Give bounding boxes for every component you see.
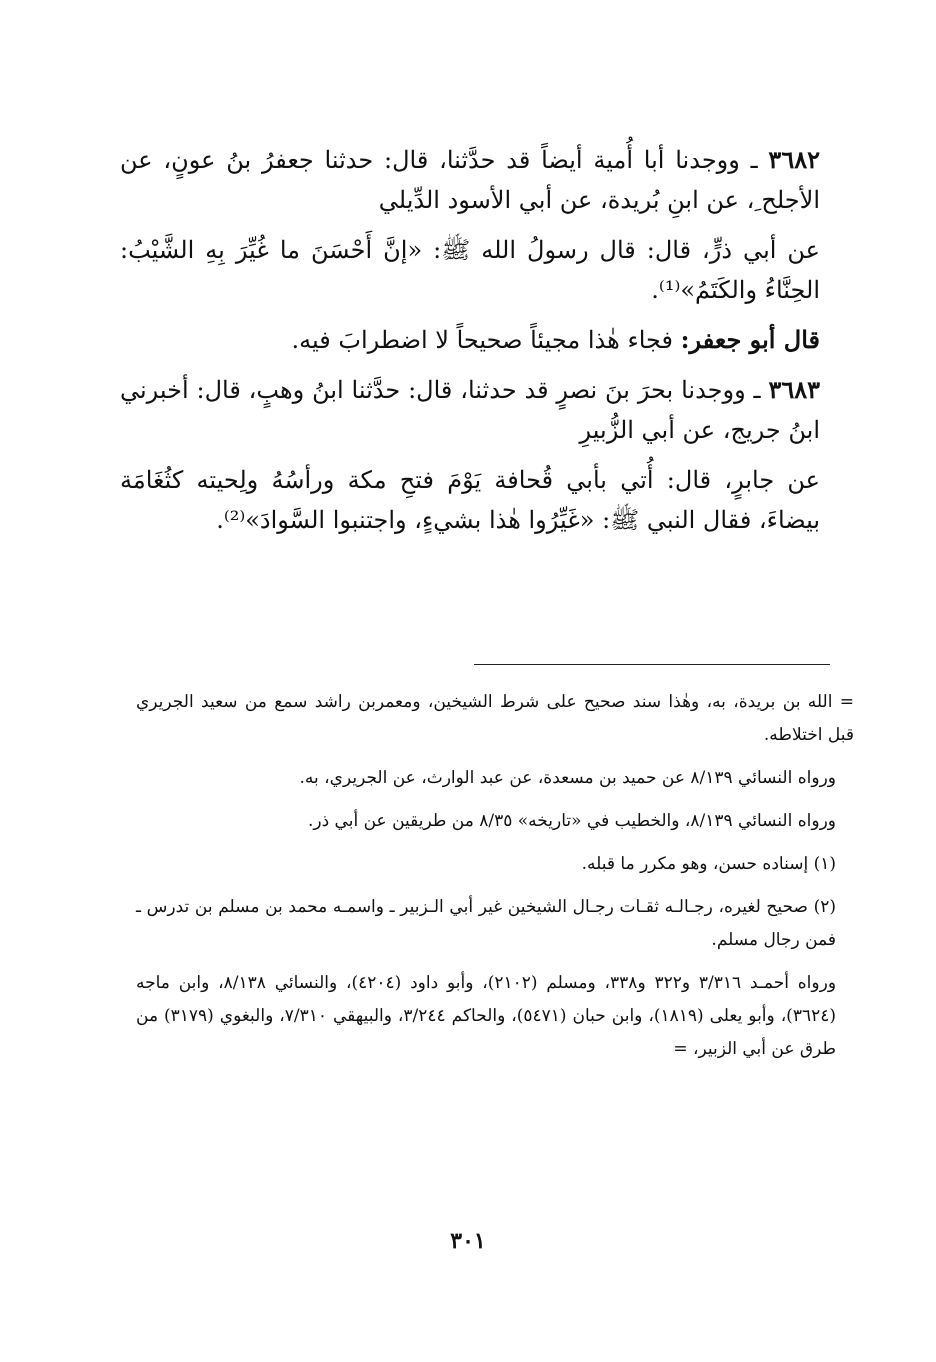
hadith-chain: ـ ووجدنا بحرَ بنَ نصرٍ قد حدثنا، قال: حدَّثنا ابنُ وهبٍ، قال: أخبرني ابنُ جريج، عن أبي الزُّبيرِ xyxy=(120,376,820,444)
hadith-3682-matn: عن أبي ذرٍّ، قال: قال رسولُ الله ﷺ: «إنَّ أَحْسَنَ ما غُيِّرَ بِهِ الشَّيْبُ: الحِنَّاءُ والكَتَمُ»⁽¹⁾. xyxy=(120,236,820,304)
footnote-line: ورواه النسائي ٨/١٣٩ عن حميد بن مسعدة، عن عبد الوارث، عن الجريري، به. xyxy=(299,768,836,788)
footnotes xyxy=(136,686,854,1076)
comment-text: فجاء هٰذا مجيئاً صحيحاً لا اضطرابَ فيه. xyxy=(291,326,674,354)
comment-lead: قال أبو جعفر: xyxy=(680,325,820,354)
page-number: ٣٠١ xyxy=(450,1228,486,1254)
footnote-separator xyxy=(474,664,830,665)
hadith-number: ٣٦٨٣ xyxy=(768,375,820,404)
footnote-continuation: = الله بن بريدة، به، وهٰذا سند صحيح على شرط الشيخين، ومعمربن راشد سمع من سعيد الجريري قبل اختلاطه. xyxy=(136,692,854,745)
footnote-line: ورواه النسائي ٨/١٣٩، والخطيب في «تاريخه» ٨/٣٥ من طريقين عن أبي ذر. xyxy=(307,811,836,831)
hadith-number: ٣٦٨٢ xyxy=(768,145,820,174)
hadith-3682 xyxy=(120,140,820,220)
main-text xyxy=(120,140,820,550)
author-comment xyxy=(120,320,820,360)
footnote-1: (١) إسناده حسن، وهو مكرر ما قبله. xyxy=(581,854,836,874)
hadith-3683-matn: عن جابرٍ، قال: أُتي بأبي قُحافة يَوْمَ فتحِ مكة ورأسُهُ ولِحيته كثُغَامَة بيضاءَ، فقال النبي ﷺ: «غَيِّرُوا هٰذا بشيءٍ، واجتنبوا السَّوادَ»⁽²⁾. xyxy=(120,466,821,534)
hadith-chain: ـ ووجدنا أبا أُمية أيضاً قد حدَّثنا، قال: حدثنا جعفرُ بنُ عونٍ، عن الأجلح ِ، عن ابنِ بُريدة، عن أبي الأسود الدِّيلي xyxy=(120,146,820,214)
footnote-line: ورواه أحمـد ٣/٣١٦ و٣٢٢ و٣٣٨، ومسلم (٢١٠٢)، وأبو داود (٤٢٠٤)، والنسائي ٨/١٣٨، وابن ماجه (٣٦٢٤)، وأبو يعلى (١٨١٩)، وابن حبان (٥٤٧١)، والحاكم ٣/٢٤٤، والبيهقي ٧/٣١٠، والبغوي (٣١٧٩) من طرق عن أبي الزبير، = xyxy=(136,973,837,1059)
hadith-3683 xyxy=(120,370,820,450)
footnote-2: (٢) صحيح لغيره، رجـالـه ثقـات رجـال الشيخين غير أبي الـزبير ـ واسمـه محمد بن مسلم بن تدرس ـ فمن رجال مسلم. xyxy=(136,897,836,950)
